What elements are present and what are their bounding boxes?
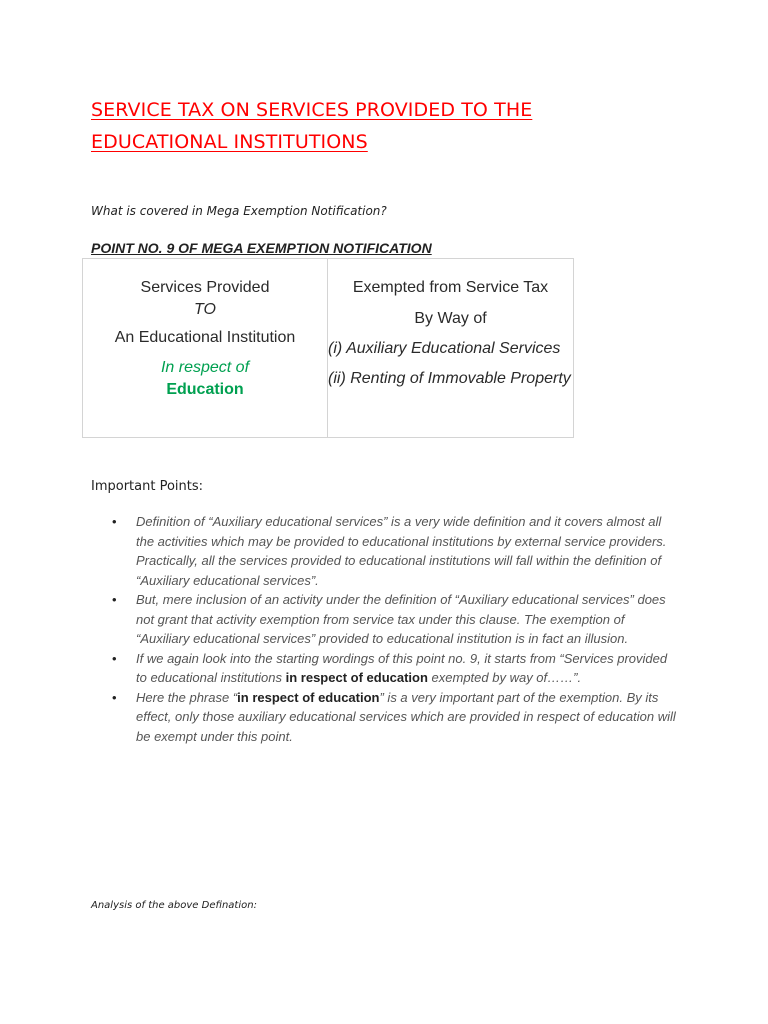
bullet-bold-text: in respect of education [285,670,428,685]
question-subtitle: What is covered in Mega Exemption Notification? [91,204,387,218]
list-item [112,512,680,590]
list-item [112,590,680,649]
bullet-text: Definition of “Auxiliary educational services” is a very wide definition and it covers almost all the activities which may be provided to educational institutions by external service providers. Practically, all the services provided to educational institutions will fall within the definition of “Auxiliary educational services”. [136,514,667,588]
exemption-item-1-number: (i) [328,340,343,357]
document-title-line-2: EDUCATIONAL INSTITUTIONS [91,131,368,153]
table-left-cell [83,259,328,437]
in-respect-of-text: In respect of [160,359,250,376]
exempted-heading: Exempted from Service Tax [352,279,549,296]
bullet-bold-text: in respect of education [237,689,380,705]
services-provided-text: Services Provided [140,279,270,296]
exemption-item-1-text: Auxiliary Educational Services [346,340,561,357]
educational-institution-text: An Educational Institution [114,329,296,346]
important-points-list [112,512,680,746]
by-way-of-text: By Way of [414,310,487,327]
bullet-icon: • [112,514,117,529]
exemption-item-1 [328,338,573,359]
to-text: TO [194,301,216,318]
document-title [91,94,691,158]
bullet-text-end: exempted by way of……”. [427,670,582,685]
bullet-icon: • [112,689,117,705]
exemption-item-2 [328,368,573,389]
list-item [112,688,680,747]
education-text: Education [166,381,244,398]
bullet-text-end: ” is a very important part of the exemption. By its effect, only those auxiliary educational services which are provided in respect of education will be exempt under this point. [136,689,676,744]
bullet-icon: • [112,650,117,666]
point-heading: POINT NO. 9 OF MEGA EXEMPTION NOTIFICATION [91,240,432,256]
bullet-text: But, mere inclusion of an activity under the definition of “Auxiliary educational services” does not grant that activity exemption from service tax under this clause. The exemption of “Auxiliary educational services” provided to educational institution is in fact an illusion. [136,592,666,646]
exemption-item-2-text: Renting of Immovable Property [350,370,571,387]
table-right-cell [328,259,573,437]
exemption-item-2-number: (ii) [328,370,346,387]
document-title-line-1: SERVICE TAX ON SERVICES PROVIDED TO THE [91,99,533,121]
bullet-text: If we again look into the starting wordings of this point no. 9, it starts from “Services provided to educational institutions [136,650,668,685]
important-points-label: Important Points: [91,479,204,494]
bullet-text: Here the phrase “ [136,689,238,705]
analysis-heading: Analysis of the above Defination: [91,900,257,911]
list-item [112,649,680,688]
bullet-icon: • [112,592,117,607]
exemption-table [82,258,574,438]
